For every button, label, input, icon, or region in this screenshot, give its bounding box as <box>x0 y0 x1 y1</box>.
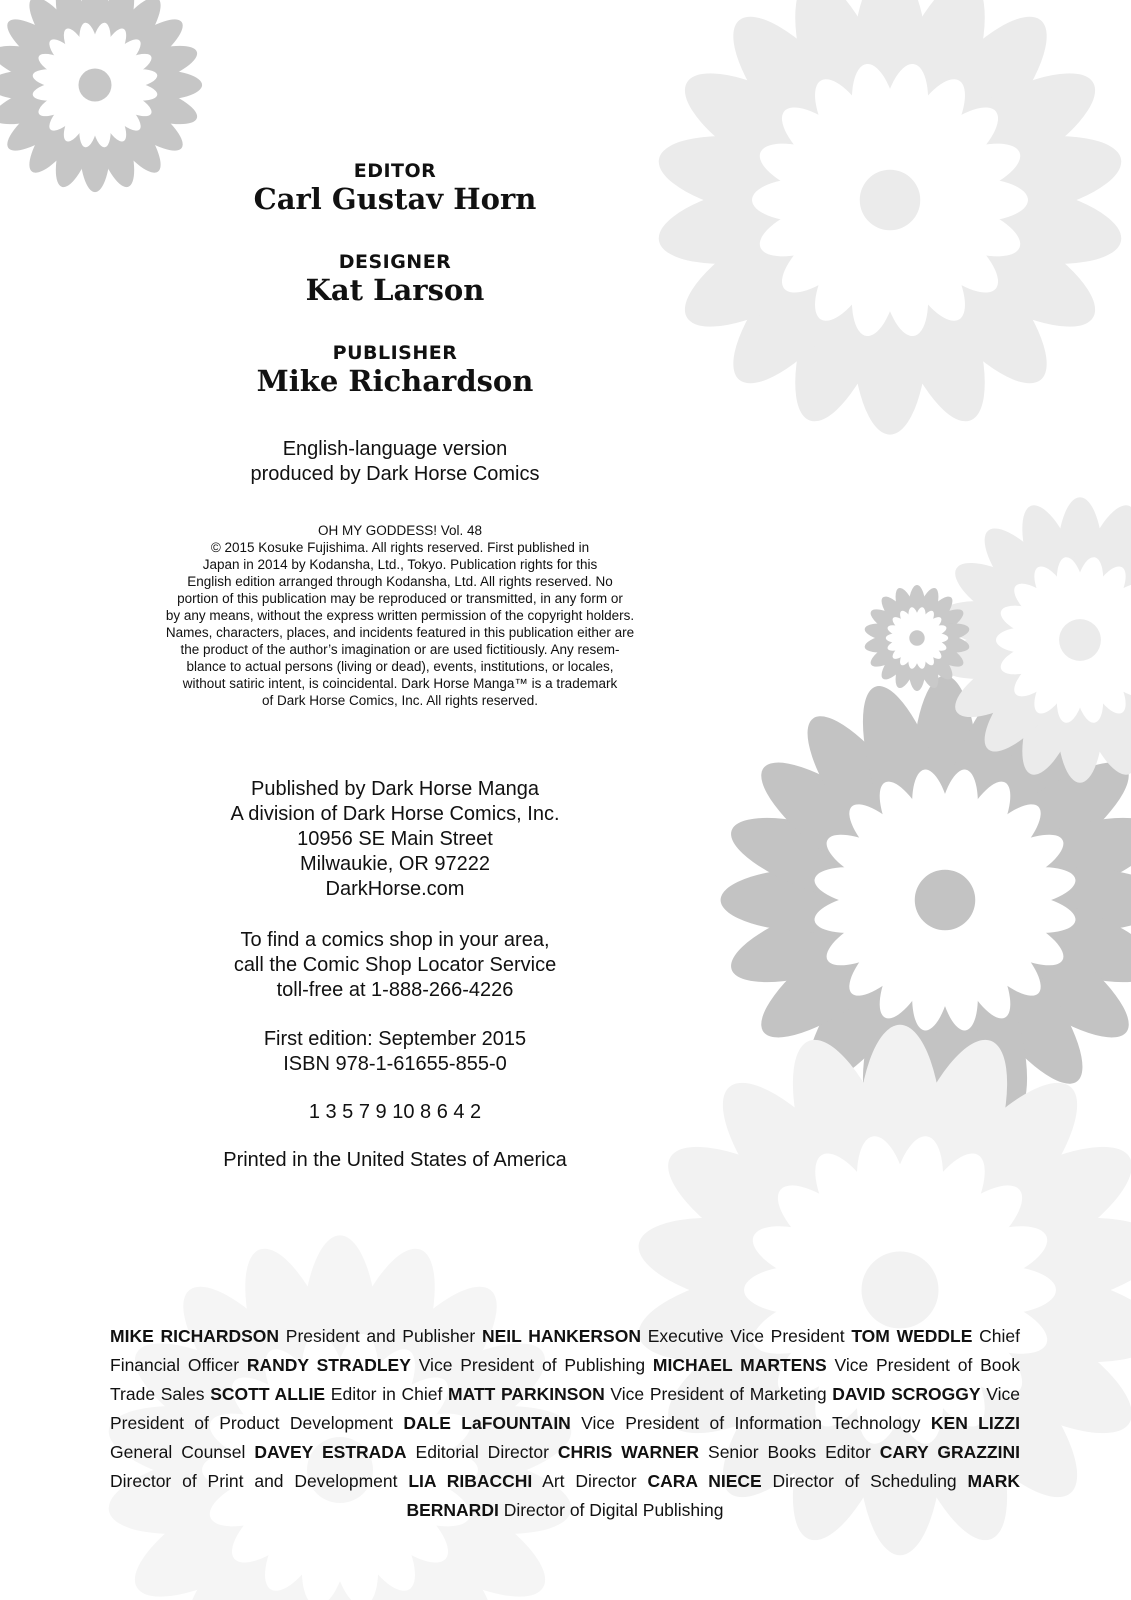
flower-ornament <box>0 0 202 192</box>
staff-title: Art Director <box>542 1471 637 1491</box>
staff-title: Director of Print and Development <box>110 1471 398 1491</box>
locator-line: To find a comics shop in your area, <box>240 929 550 951</box>
address-line: 10956 SE Main Street <box>297 828 493 850</box>
credit-role: PUBLISHER <box>332 342 458 364</box>
legal-line: © 2015 Kosuke Fujishima. All rights reserved. First published in <box>210 540 590 555</box>
staff-name: KEN LIZZI <box>930 1413 1020 1433</box>
staff-title: Vice President of Book Trade Sales <box>110 1355 1021 1404</box>
staff-name: MATT PARKINSON <box>448 1384 605 1404</box>
edition-line: First edition: September 2015 <box>263 1028 527 1050</box>
locator-line: call the Comic Shop Locator Service <box>233 954 557 976</box>
edition-info <box>195 1027 595 1077</box>
isbn: ISBN 978-1-61655-855-0 <box>283 1053 507 1075</box>
locator-line: toll-free at 1-888-266-4226 <box>276 979 514 1001</box>
flower-ornament <box>652 0 1127 435</box>
staff-title: Director of Scheduling <box>772 1471 957 1491</box>
legal-line: the product of the author’s imagination or are used fictitiously. Any resem- <box>180 642 620 657</box>
staff-title: Vice President of Information Technology <box>581 1413 921 1433</box>
staff-name: SCOTT ALLIE <box>210 1384 326 1404</box>
staff-name: TOM WEDDLE <box>851 1326 973 1346</box>
staff-title: Editorial Director <box>415 1442 549 1462</box>
credit-publisher <box>195 342 595 398</box>
staff-title: Vice President of Marketing <box>610 1384 827 1404</box>
credit-role: DESIGNER <box>338 251 452 273</box>
legal-line: English edition arranged through Kodansha, Ltd. All rights reserved. No <box>187 574 613 589</box>
staff-name: CARY GRAZZINI <box>879 1442 1020 1462</box>
printing-numbers: 1 3 5 7 9 10 8 6 4 2 <box>308 1101 482 1123</box>
staff-title: Executive Vice President <box>647 1326 845 1346</box>
production-line: English-language version <box>282 438 508 460</box>
staff-name: DAVID SCROGGY <box>832 1384 981 1404</box>
production-note <box>195 437 595 487</box>
staff-name: MARK BERNARDI <box>406 1471 1021 1520</box>
staff-name: RANDY STRADLEY <box>246 1355 411 1375</box>
credit-name: Mike Richardson <box>256 364 534 398</box>
staff-name: MICHAEL MARTENS <box>652 1355 827 1375</box>
staff-title: Editor in Chief <box>330 1384 443 1404</box>
credit-name: Carl Gustav Horn <box>253 182 537 216</box>
credit-designer <box>195 251 595 307</box>
publisher-address <box>195 777 595 902</box>
credit-name: Kat Larson <box>305 273 485 307</box>
credit-role: EDITOR <box>353 160 437 182</box>
address-line: Milwaukie, OR 97222 <box>299 853 491 875</box>
shop-locator <box>195 928 595 1003</box>
website-link: DarkHorse.com <box>325 878 465 900</box>
staff-name: CARA NIECE <box>647 1471 762 1491</box>
staff-list <box>110 1322 1020 1525</box>
printed-in <box>195 1148 595 1173</box>
staff-title: General Counsel <box>110 1442 246 1462</box>
printed-in-text: Printed in the United States of America <box>223 1149 567 1171</box>
printing-line <box>195 1100 595 1125</box>
credit-editor <box>195 160 595 216</box>
staff-title: Vice President of Publishing <box>418 1355 646 1375</box>
staff-name: CHRIS WARNER <box>557 1442 700 1462</box>
staff-title: President and Publisher <box>285 1326 476 1346</box>
legal-line: of Dark Horse Comics, Inc. All rights reserved. <box>261 693 539 708</box>
address-line: A division of Dark Horse Comics, Inc. <box>230 803 560 825</box>
staff-title: Senior Books Editor <box>708 1442 871 1462</box>
staff-name: MIKE RICHARDSON <box>110 1326 280 1346</box>
staff-title: Vice President of Product Development <box>110 1384 1020 1433</box>
legal-line: Japan in 2014 by Kodansha, Ltd., Tokyo. Publication rights for this <box>202 557 598 572</box>
legal-line: blance to actual persons (living or dead), events, institutions, or locales, <box>186 659 614 674</box>
production-line: produced by Dark Horse Comics <box>250 463 540 485</box>
staff-name: DALE LaFOUNTAIN <box>403 1413 571 1433</box>
legal-line: without satiric intent, is coincidental. Dark Horse Manga™ is a trademark <box>182 676 618 691</box>
legal-line: Names, characters, places, and incidents featured in this publication either are <box>165 625 635 640</box>
volume-title: OH MY GODDESS! Vol. 48 <box>317 523 483 538</box>
staff-name: DAVEY ESTRADA <box>254 1442 407 1462</box>
staff-title: Chief Financial Officer <box>110 1326 1020 1375</box>
staff-name: NEIL HANKERSON <box>481 1326 641 1346</box>
staff-title: Director of Digital Publishing <box>503 1500 724 1520</box>
staff-name: LIA RIBACCHI <box>408 1471 533 1491</box>
address-line: Published by Dark Horse Manga <box>251 778 539 800</box>
legal-line: by any means, without the express written permission of the copyright holders. <box>165 608 635 623</box>
copyright-notice <box>120 522 680 709</box>
legal-line: portion of this publication may be reproduced or transmitted, in any form or <box>177 591 623 606</box>
